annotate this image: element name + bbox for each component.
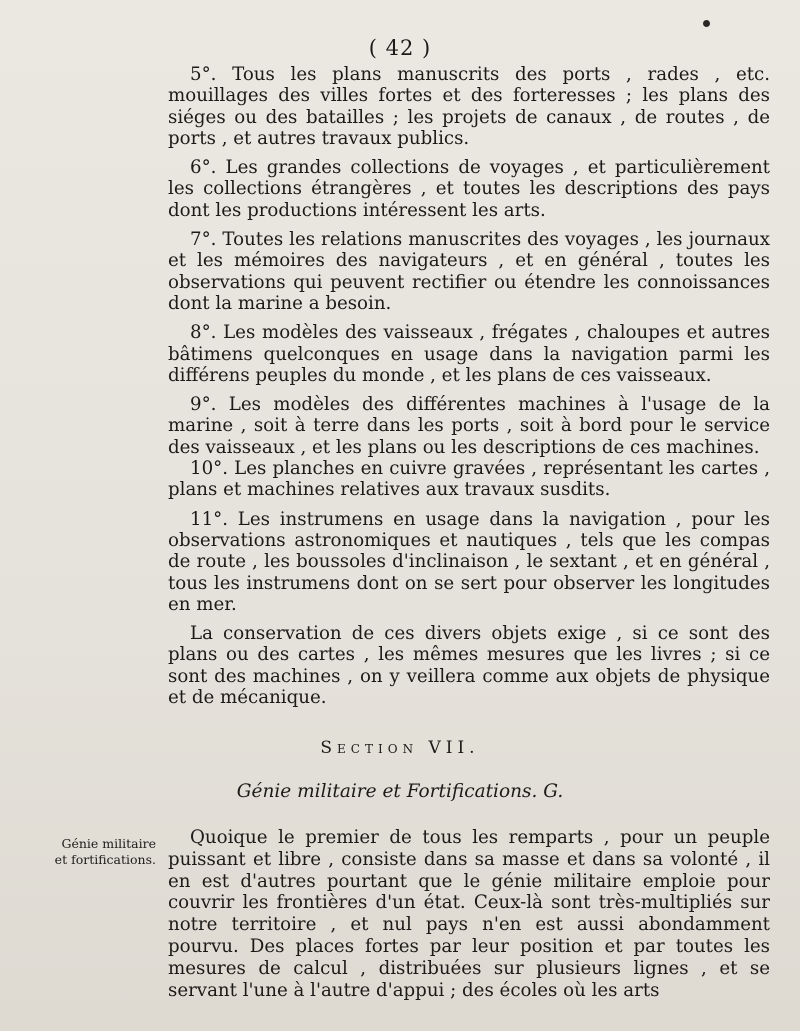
- section-subtitle: Génie militaire et Fortifications. G.: [236, 781, 564, 802]
- item-10-paragraph: 10°. Les planches en cuivre gravées , représentant les cartes , plans et machines relatives aux travaux susdits.: [168, 458, 770, 501]
- genie-militaire-paragraph: Quoique le premier de tous les remparts , pour un peuple puissant et libre , consiste dans sa masse et dans sa volonté , il en est d'autres pourtant que le génie militaire emploie pour couvrir les frontières d'un état. Ceux-là sont très-multipliés sur notre territoire , et nul pays n'en est aussi abondamment pourvu. Des places fortes par leur position et par toutes les mesures de calcul , distribuées sur plusieurs lignes , et se servant l'une à l'autre d'appui ; des écoles où les arts: [168, 827, 770, 1001]
- item-7-paragraph: 7°. Toutes les relations manuscrites des voyages , les journaux et les mémoires des navigateurs , et en général , toutes les observations qui peuvent rectifier ou étendre les connoissances dont la marine a besoin.: [168, 229, 770, 314]
- item-5-paragraph: 5°. Tous les plans manuscrits des ports , rades , etc. mouillages des villes fortes et des forteresses ; les plans des siéges ou des batailles ; les projets de canaux , de routes , de ports , et autres travaux publics.: [168, 64, 770, 149]
- item-6-paragraph: 6°. Les grandes collections de voyages , et particulièrement les collections étrangères , et toutes les descriptions des pays dont les productions intéressent les arts.: [168, 157, 770, 221]
- item-11-paragraph: 11°. Les instrumens en usage dans la navigation , pour les observations astronomiques et nautiques , tels que les compas de route , les boussoles d'inclinaison , le sextant , et en général , tous les instrumens dont on se sert pour observer les longitudes en mer.: [168, 508, 770, 615]
- section-heading: Section VII.: [320, 738, 480, 758]
- numbered-list-body: [168, 64, 770, 716]
- page-number: ( 42 ): [368, 36, 432, 60]
- margin-note: [22, 836, 172, 868]
- item-9-paragraph: 9°. Les modèles des différentes machines à l'usage de la marine , soit à terre dans les ports , soit à bord pour le service des vaisseaux , et les plans ou les descriptions de ces machines.: [168, 394, 770, 458]
- item-8-paragraph: 8°. Les modèles des vaisseaux , frégates , chaloupes et autres bâtimens quelconques en usage dans la navigation parmi les différens peuples du monde , et les plans de ces vaisseaux.: [168, 322, 770, 386]
- margin-note-line-1: Génie militaire: [61, 836, 156, 851]
- ink-spot: [703, 20, 710, 27]
- margin-note-line-2: et fortifications.: [54, 852, 156, 867]
- section-body: [168, 827, 770, 1009]
- conservation-paragraph: La conservation de ces divers objets exige , si ce sont des plans ou des cartes , les mêmes mesures que les livres ; si ce sont des machines , on y veillera comme aux objets de physique et de mécanique.: [168, 623, 770, 709]
